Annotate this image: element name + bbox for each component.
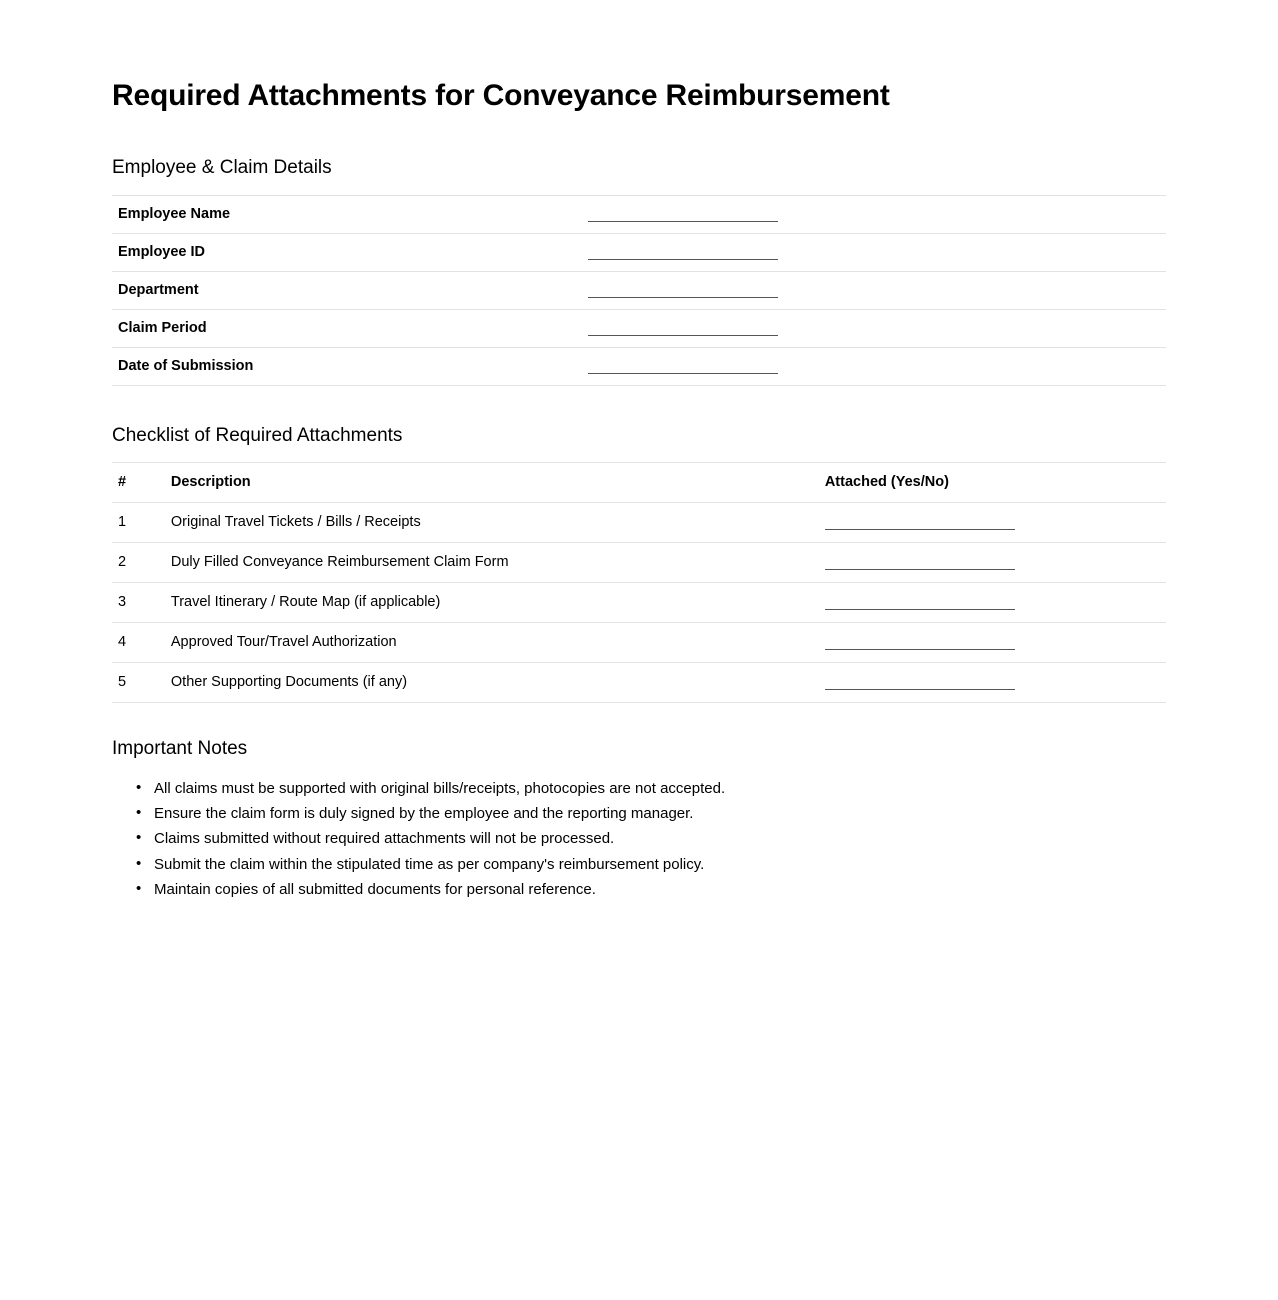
table-row xyxy=(112,583,1166,623)
table-row xyxy=(112,503,1166,543)
list-item: • All claims must be supported with original bills/receipts, photocopies are not accepted. xyxy=(136,776,1166,801)
attachments-checklist-table xyxy=(112,462,1166,703)
table-row xyxy=(112,347,1166,385)
table-row xyxy=(112,623,1166,663)
row-description: Travel Itinerary / Route Map (if applicable) xyxy=(165,583,819,623)
column-header-description: Description xyxy=(165,463,819,503)
department-input[interactable] xyxy=(588,282,778,298)
field-value-cell xyxy=(582,233,1166,271)
attached-input-3[interactable] xyxy=(825,594,1015,610)
row-description: Other Supporting Documents (if any) xyxy=(165,663,819,703)
row-attached-cell xyxy=(819,543,1166,583)
table-row xyxy=(112,271,1166,309)
field-value-cell xyxy=(582,195,1166,233)
table-row xyxy=(112,233,1166,271)
employee-name-input[interactable] xyxy=(588,206,778,222)
row-number: 3 xyxy=(112,583,165,623)
employee-details-heading: Employee & Claim Details xyxy=(112,157,332,178)
important-notes-list xyxy=(112,776,1166,902)
field-label: Claim Period xyxy=(112,309,582,347)
list-item: • Maintain copies of all submitted documents for personal reference. xyxy=(136,877,1166,902)
date-of-submission-input[interactable] xyxy=(588,358,778,374)
field-label: Employee ID xyxy=(112,233,582,271)
table-row xyxy=(112,195,1166,233)
page-title: Required Attachments for Conveyance Reimbursement xyxy=(112,79,890,112)
employee-id-input[interactable] xyxy=(588,244,778,260)
row-description: Original Travel Tickets / Bills / Receipts xyxy=(165,503,819,543)
row-attached-cell xyxy=(819,503,1166,543)
field-label: Employee Name xyxy=(112,195,582,233)
column-header-number: # xyxy=(112,463,165,503)
table-row xyxy=(112,309,1166,347)
claim-period-input[interactable] xyxy=(588,320,778,336)
field-value-cell xyxy=(582,309,1166,347)
list-item: • Submit the claim within the stipulated time as per company's reimbursement policy. xyxy=(136,852,1166,877)
row-number: 2 xyxy=(112,543,165,583)
attached-input-4[interactable] xyxy=(825,634,1015,650)
table-header-row xyxy=(112,463,1166,503)
table-row xyxy=(112,543,1166,583)
employee-details-table xyxy=(112,195,1166,386)
row-attached-cell xyxy=(819,663,1166,703)
row-description: Duly Filled Conveyance Reimbursement Claim Form xyxy=(165,543,819,583)
row-number: 4 xyxy=(112,623,165,663)
row-number: 1 xyxy=(112,503,165,543)
row-attached-cell xyxy=(819,583,1166,623)
attached-input-1[interactable] xyxy=(825,514,1015,530)
column-header-attached: Attached (Yes/No) xyxy=(819,463,1166,503)
field-label: Department xyxy=(112,271,582,309)
table-row xyxy=(112,663,1166,703)
row-number: 5 xyxy=(112,663,165,703)
row-attached-cell xyxy=(819,623,1166,663)
field-value-cell xyxy=(582,271,1166,309)
list-item: • Ensure the claim form is duly signed by the employee and the reporting manager. xyxy=(136,801,1166,826)
attached-input-2[interactable] xyxy=(825,554,1015,570)
field-label: Date of Submission xyxy=(112,347,582,385)
list-item: • Claims submitted without required attachments will not be processed. xyxy=(136,826,1166,851)
field-value-cell xyxy=(582,347,1166,385)
checklist-heading: Checklist of Required Attachments xyxy=(112,424,403,446)
row-description: Approved Tour/Travel Authorization xyxy=(165,623,819,663)
important-notes-heading: Important Notes xyxy=(112,738,248,760)
attached-input-5[interactable] xyxy=(825,674,1015,690)
